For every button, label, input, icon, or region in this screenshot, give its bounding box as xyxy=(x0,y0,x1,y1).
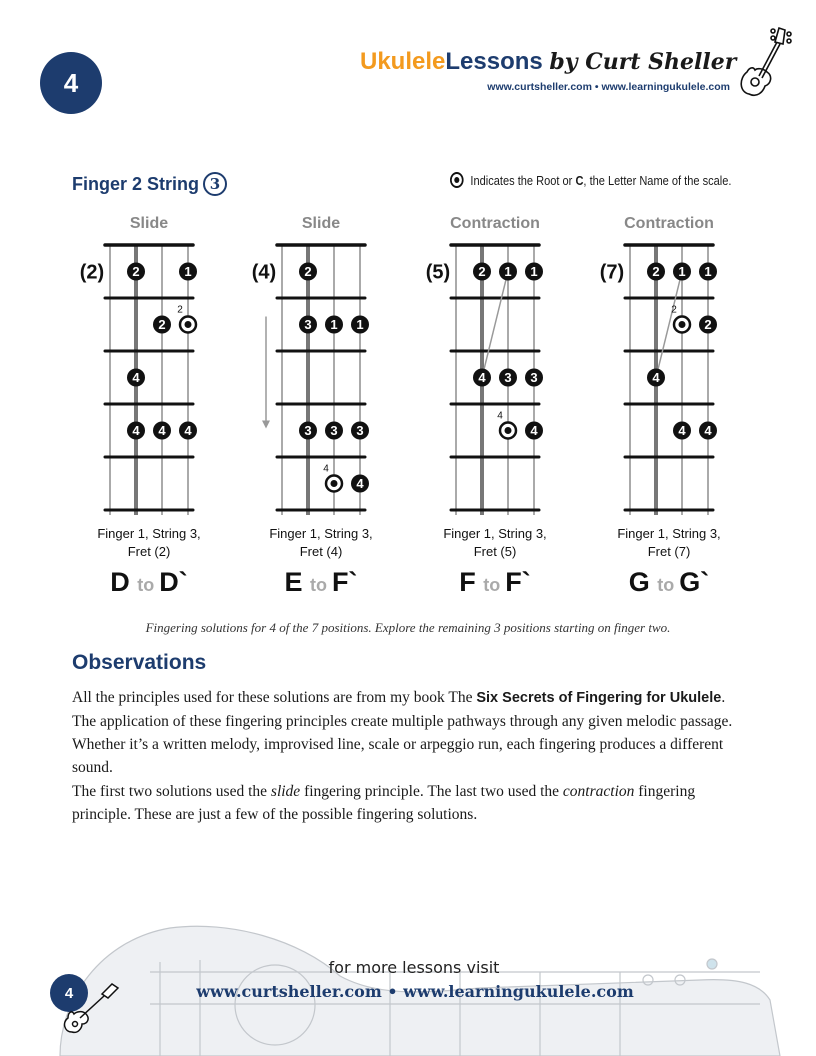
footer-ukulele-icon xyxy=(60,978,124,1034)
finger-number: 4 xyxy=(652,370,660,385)
diagram-1-caption-2: Fret (2) xyxy=(127,544,171,559)
to-word: to xyxy=(137,575,160,595)
finger-number: 4 xyxy=(704,423,712,438)
finger-number: 3 xyxy=(356,423,364,438)
root-note-center xyxy=(331,480,338,487)
section-title-text: Finger 2 String xyxy=(72,173,200,194)
to-note: D` xyxy=(159,567,188,597)
finger-number: 4 xyxy=(158,423,166,438)
footer-visit-text: for more lessons visit xyxy=(328,958,500,977)
to-word: to xyxy=(657,575,680,595)
brand-lessons: Lessons xyxy=(445,48,543,75)
string-number-badge: 3 xyxy=(203,172,227,196)
root-note-center xyxy=(679,321,686,328)
diagram-4-caption-2: Fret (7) xyxy=(647,544,691,559)
to-word: to xyxy=(310,575,333,595)
brand-author: by Curt Sheller xyxy=(549,49,737,75)
root-legend xyxy=(450,172,731,188)
figure-caption: Fingering solutions for 4 of the 7 positions. Explore the remaining 3 positions starting on finger two. xyxy=(145,620,671,635)
diagram-3-position: (5) xyxy=(425,261,451,284)
finger-number: 4 xyxy=(184,423,192,438)
diagram-1-position: (2) xyxy=(79,261,105,284)
diagram-2-note-range xyxy=(285,567,358,597)
diagram-4-caption-1: Finger 1, String 3, xyxy=(617,526,721,541)
page-number: 4 xyxy=(63,67,79,98)
finger-number: 1 xyxy=(184,264,192,279)
diagram-4-note-range xyxy=(629,567,710,597)
diagram-2-principle: Slide xyxy=(301,215,341,232)
diagram-1-note-range xyxy=(110,567,188,597)
finger-number: 4 xyxy=(530,423,538,438)
finger-number: 1 xyxy=(704,264,712,279)
diagram-2-caption-2: Fret (4) xyxy=(299,544,343,559)
diagram-3-caption-2: Fret (5) xyxy=(473,544,517,559)
diagram-4-position: (7) xyxy=(599,261,625,284)
diagram-2-position: (4) xyxy=(251,261,277,284)
diagram-4-principle: Contraction xyxy=(624,215,714,232)
from-note: G xyxy=(628,567,658,597)
root-note-center xyxy=(505,427,512,434)
contraction-line xyxy=(482,272,508,378)
finger-number: 4 xyxy=(678,423,686,438)
ukulele-logo-icon xyxy=(733,22,793,102)
root-finger-tag: 2 xyxy=(671,304,677,316)
finger-number: 2 xyxy=(652,264,660,279)
finger-number: 3 xyxy=(304,317,312,332)
finger-number: 4 xyxy=(132,370,140,385)
finger-number: 4 xyxy=(478,370,486,385)
brand-ukulele: Ukulele xyxy=(360,48,446,75)
root-note-center xyxy=(185,321,192,328)
root-finger-tag: 4 xyxy=(323,463,329,475)
observations-heading: Observations xyxy=(72,651,207,674)
finger-number: 2 xyxy=(478,264,486,279)
fingering-diagrams xyxy=(0,200,816,600)
to-note: F` xyxy=(505,567,531,597)
finger-number: 3 xyxy=(304,423,312,438)
brand-logo xyxy=(360,48,737,78)
finger-number: 4 xyxy=(132,423,140,438)
footer-page-number: 4 xyxy=(64,984,74,1002)
diagram-1-principle: Slide xyxy=(129,215,169,232)
root-finger-tag: 2 xyxy=(177,304,183,316)
to-note: F` xyxy=(332,567,358,597)
finger-number: 1 xyxy=(356,317,364,332)
observations-paragraph-2: The first two solutions used the slide fingering principle. The last two used the contraction fingering principle. These are just a few of the possible fingering solutions. xyxy=(72,783,696,823)
finger-number: 3 xyxy=(530,370,538,385)
diagram-3-caption-1: Finger 1, String 3, xyxy=(443,526,547,541)
diagram-3-note-range xyxy=(459,567,530,597)
section-title xyxy=(72,172,227,196)
footer-links[interactable]: www.curtsheller.com • www.learningukulele.com xyxy=(196,982,634,1001)
finger-number: 2 xyxy=(704,317,712,332)
finger-number: 1 xyxy=(530,264,538,279)
legend-text: Indicates the Root or C, the Letter Name of the scale. xyxy=(470,172,732,188)
page-number-badge xyxy=(40,52,102,114)
finger-number: 4 xyxy=(356,476,364,491)
to-note: G` xyxy=(679,567,710,597)
slide-arrow-head xyxy=(262,421,270,429)
root-finger-tag: 4 xyxy=(497,410,503,422)
from-note: D xyxy=(110,567,138,597)
finger-number: 3 xyxy=(504,370,512,385)
book-title: Six Secrets of Fingering for Ukulele xyxy=(476,690,722,706)
root-indicator-icon xyxy=(450,172,464,188)
diagram-3-principle: Contraction xyxy=(450,215,540,232)
finger-number: 1 xyxy=(504,264,512,279)
finger-number: 2 xyxy=(132,264,140,279)
finger-number: 2 xyxy=(304,264,312,279)
from-note: E xyxy=(284,567,311,597)
finger-number: 1 xyxy=(678,264,686,279)
finger-number: 2 xyxy=(158,317,166,332)
diagram-2-caption-1: Finger 1, String 3, xyxy=(269,526,373,541)
finger-number: 3 xyxy=(330,423,338,438)
observations-paragraph-1: All the principles used for these solutions are from my book The Six Secrets of Fingering for Ukulele. The application of these fingering principles create multiple pathways through any given melodic passage. Whether it’s a written melody, improvised line, scale or arpeggio run, each fingering produces a different sound. xyxy=(72,689,733,776)
finger-number: 1 xyxy=(330,317,338,332)
to-word: to xyxy=(483,575,506,595)
brand-websites[interactable]: www.curtsheller.com • www.learningukulele.com xyxy=(487,81,730,93)
diagram-1-caption-1: Finger 1, String 3, xyxy=(97,526,201,541)
from-note: F xyxy=(459,567,484,597)
